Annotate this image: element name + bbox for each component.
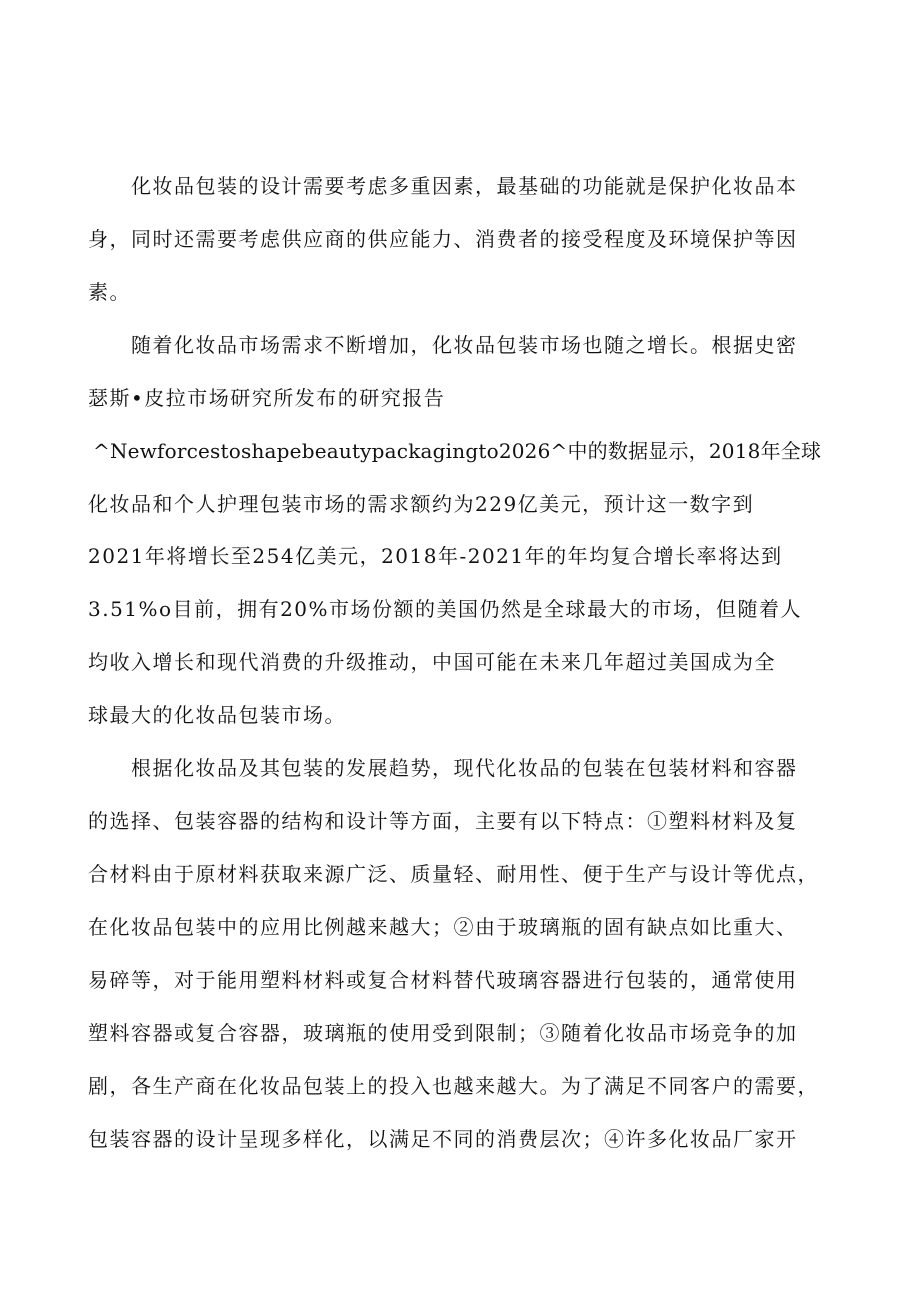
paragraph-3-line-1: 根据化妆品及其包装的发展趋势，现代化妆品的包装在包装材料和容器: [131, 756, 798, 780]
paragraph-3-line-8: 包装容器的设计呈现多样化，以满足不同的消费层次；④许多化妆品厂家开: [88, 1127, 798, 1151]
paragraph-2-line-6: 3.51%o目前，拥有20%市场份额的美国仍然是全球最大的市场，但随着人: [88, 597, 803, 621]
paragraph-2-line-4: 化妆品和个人护理包装市场的需求额约为229亿美元，预计这一数字到: [88, 492, 755, 516]
paragraph-2-line-5: 2021年将增长至254亿美元，2018年-2021年的年均复合增长率将达到: [88, 544, 783, 568]
paragraph-2-line-2: 瑟斯•皮拉市场研究所发布的研究报告: [88, 386, 446, 410]
paragraph-3-line-5: 易碎等，对于能用塑料材料或复合材料替代玻璃容器进行包装的，通常使用: [88, 968, 798, 992]
paragraph-3-line-2: 的选择、包装容器的结构和设计等方面，主要有以下特点：①塑料材料及复: [88, 809, 798, 833]
paragraph-1-line-3: 素。: [88, 280, 131, 304]
paragraph-2-line-8: 球最大的化妆品包装市场。: [88, 703, 346, 727]
paragraph-3-line-7: 剧，各生产商在化妆品包装上的投入也越来越大。为了满足不同客户的需要，: [88, 1074, 819, 1098]
paragraph-1-line-2: 身，同时还需要考虑供应商的供应能力、消费者的接受程度及环境保护等因: [88, 227, 798, 251]
paragraph-2-line-3: ^Newforcestoshapebeautypackagingto2026^中的数据显示，2018年全球: [93, 439, 822, 463]
paragraph-2-line-7: 均收入增长和现代消费的升级推动，中国可能在未来几年超过美国成为全: [88, 650, 776, 674]
paragraph-3-line-4: 在化妆品包装中的应用比例越来越大；②由于玻璃瓶的固有缺点如比重大、: [88, 915, 798, 939]
paragraph-2-line-1: 随着化妆品市场需求不断增加，化妆品包装市场也随之增长。根据史密: [131, 333, 798, 357]
paragraph-3-line-3: 合材料由于原材料获取来源广泛、质量轻、耐用性、便于生产与设计等优点，: [88, 862, 819, 886]
paragraph-1-line-1: 化妆品包装的设计需要考虑多重因素，最基础的功能就是保护化妆品本: [131, 174, 798, 198]
paragraph-3-line-6: 塑料容器或复合容器，玻璃瓶的使用受到限制；③随着化妆品市场竞争的加: [88, 1021, 798, 1045]
